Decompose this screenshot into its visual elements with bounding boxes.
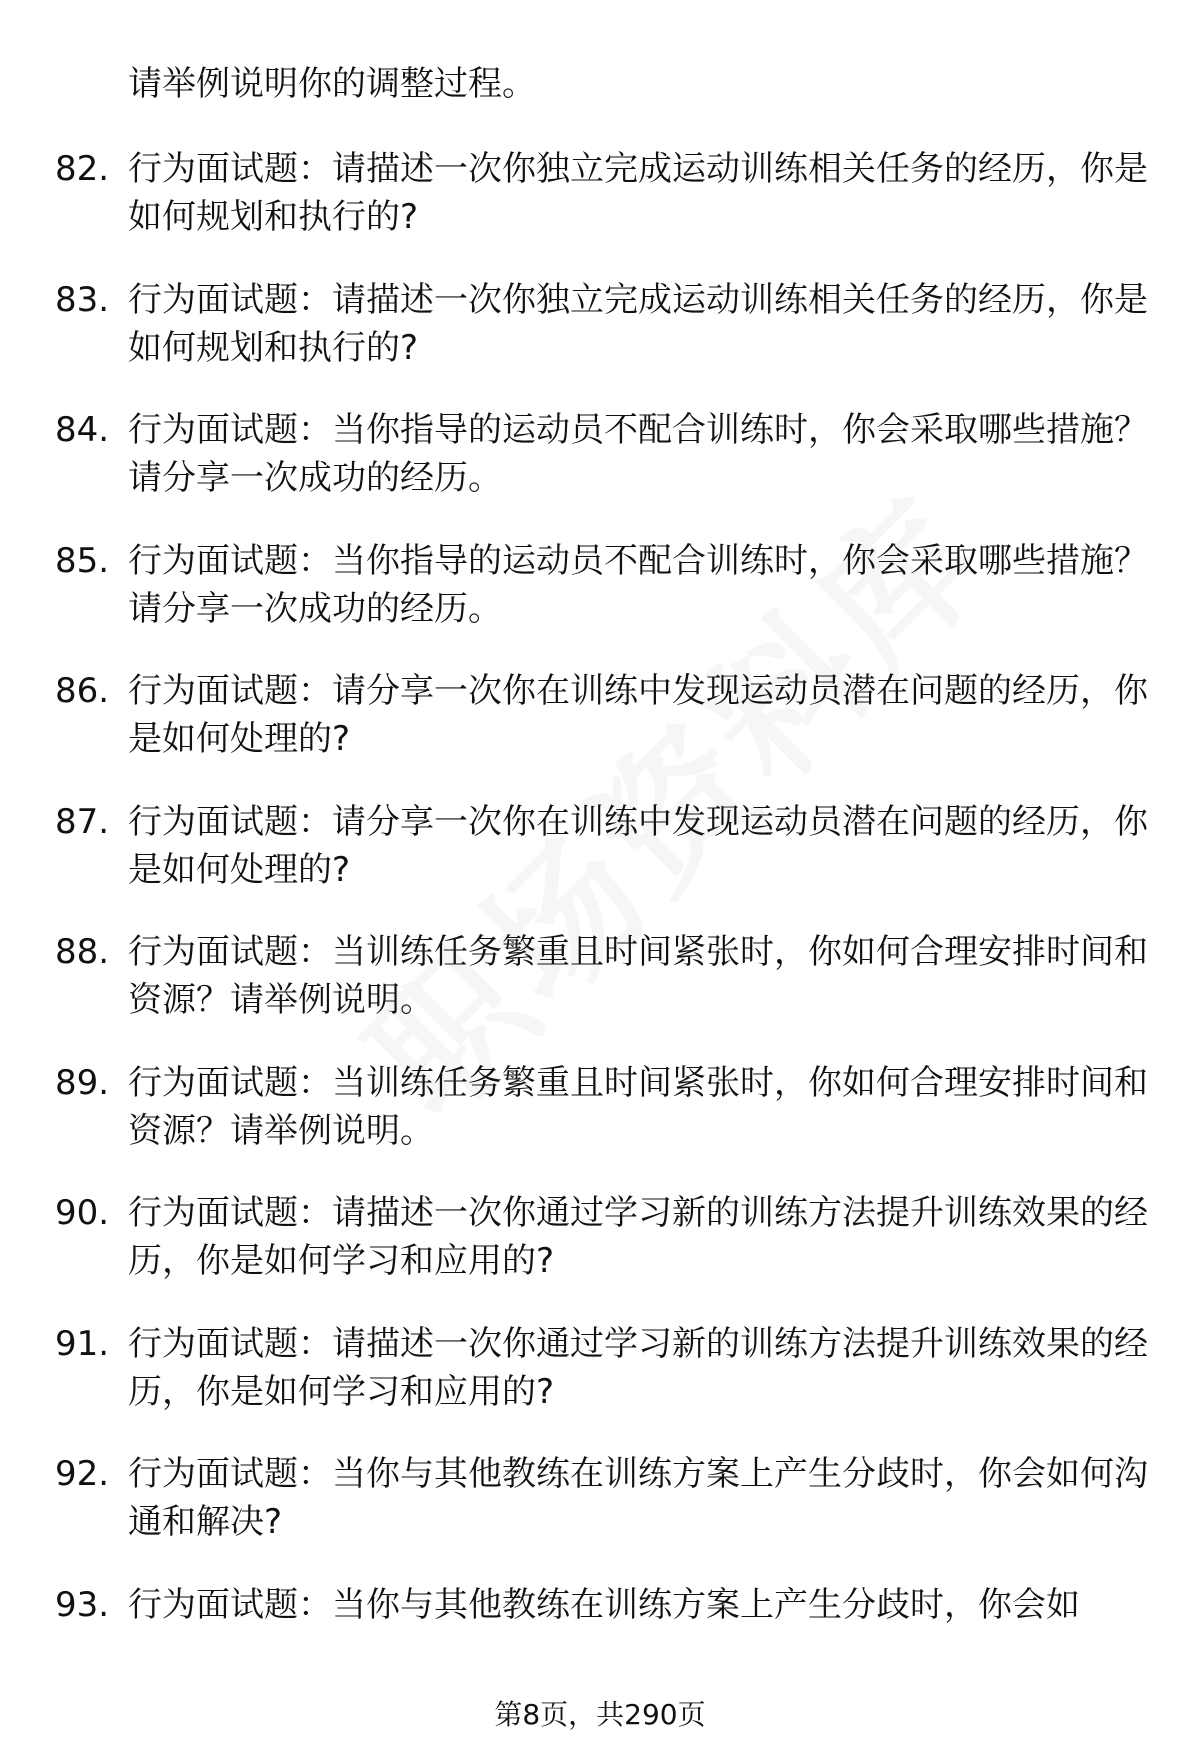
question-text: 行为面试题：当训练任务繁重且时间紧张时，你如何合理安排时间和资源？请举例说明。 (128, 932, 1148, 1020)
list-item (0, 1581, 1200, 1712)
continuation-text: 请举例说明你的调整过程。 (128, 64, 536, 104)
list-item (0, 1320, 1200, 1451)
question-number: 86. (55, 671, 110, 711)
list-item (0, 798, 1200, 929)
list-item (0, 1450, 1200, 1581)
question-number: 84. (55, 410, 110, 450)
question-number: 85. (55, 540, 110, 581)
list-item (0, 276, 1200, 407)
list-item (0, 406, 1200, 537)
page-footer: 第8页，共290页 (494, 1698, 706, 1731)
question-text: 行为面试题：当训练任务繁重且时间紧张时，你如何合理安排时间和资源？请举例说明。 (128, 1062, 1148, 1151)
question-number: 89. (55, 1062, 110, 1103)
question-text: 行为面试题：请描述一次你通过学习新的训练方法提升训练效果的经历，你是如何学习和应用的? (128, 1323, 1148, 1412)
question-number: 92. (55, 1454, 110, 1494)
question-list (0, 145, 1200, 1711)
question-text: 行为面试题：当你与其他教练在训练方案上产生分歧时，你会如何沟通和解决? (128, 1454, 1148, 1542)
question-text: 行为面试题：当你指导的运动员不配合训练时，你会采取哪些措施？请分享一次成功的经历。 (128, 540, 1148, 629)
question-number: 83. (55, 279, 110, 320)
list-item (0, 1189, 1200, 1320)
question-text: 行为面试题：请描述一次你通过学习新的训练方法提升训练效果的经历，你是如何学习和应用的? (128, 1193, 1148, 1281)
question-text: 行为面试题：请描述一次你独立完成运动训练相关任务的经历，你是如何规划和执行的? (128, 279, 1148, 368)
question-text: 行为面试题：请描述一次你独立完成运动训练相关任务的经历，你是如何规划和执行的? (128, 149, 1148, 237)
list-item (0, 1059, 1200, 1190)
question-number: 90. (55, 1193, 110, 1233)
question-text: 行为面试题：请分享一次你在训练中发现运动员潜在问题的经历，你是如何处理的? (128, 671, 1148, 759)
list-item (0, 537, 1200, 668)
question-number: 82. (55, 149, 110, 189)
question-text: 行为面试题：当你与其他教练在训练方案上产生分歧时，你会如 (128, 1584, 1080, 1625)
question-number: 88. (55, 932, 110, 972)
list-item (0, 667, 1200, 798)
question-number: 91. (55, 1323, 110, 1364)
question-number: 87. (55, 801, 110, 842)
question-text: 行为面试题：请分享一次你在训练中发现运动员潜在问题的经历，你是如何处理的? (128, 801, 1148, 890)
question-number: 93. (55, 1584, 110, 1625)
list-item (0, 928, 1200, 1059)
list-item (0, 145, 1200, 276)
question-text: 行为面试题：当你指导的运动员不配合训练时，你会采取哪些措施？请分享一次成功的经历。 (128, 410, 1148, 498)
